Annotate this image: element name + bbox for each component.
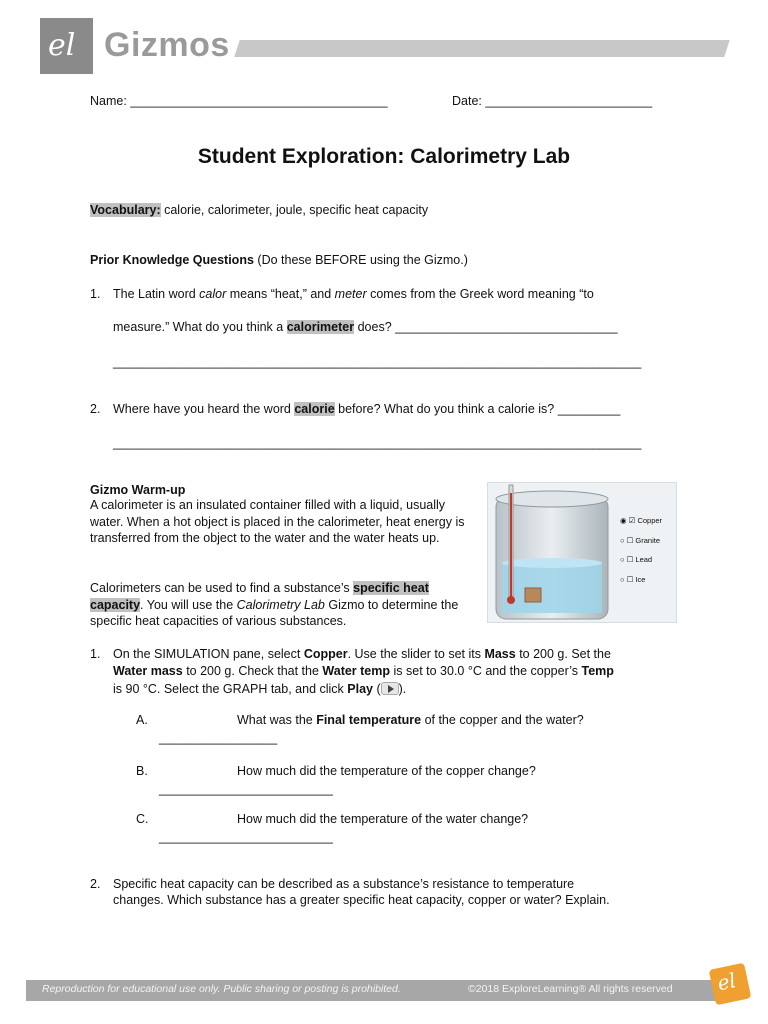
name-line xyxy=(90,94,388,108)
prior-q1-line1: The Latin word calor means “heat,” and meter comes from the Greek word meaning “to xyxy=(113,287,594,301)
explorelearning-logo: el xyxy=(709,963,752,1006)
water xyxy=(502,563,602,613)
calorimeter-figure xyxy=(487,482,677,623)
date-line xyxy=(452,94,652,108)
water-surface xyxy=(502,558,602,568)
name-blank: _____________________________________ xyxy=(130,94,388,108)
activity-q1-number: 1. xyxy=(90,647,101,661)
option-copper[interactable]: ◉ ☑ Copper xyxy=(620,516,663,525)
sub-c-letter: C. xyxy=(136,812,149,826)
footer-disclaimer: Reproduction for educational use only. Public sharing or posting is prohibited. xyxy=(42,983,401,995)
activity-q2-number: 2. xyxy=(90,877,101,891)
option-granite[interactable]: ○ ☐ Granite xyxy=(620,535,661,545)
footer-copyright: ©2018 ExploreLearning® All rights reserved xyxy=(468,983,673,995)
thermometer-bulb xyxy=(507,596,515,604)
sub-a-text: What was the Final temperature of the copper and the water? xyxy=(237,713,584,727)
activity-q1-line2: Water mass to 200 g. Check that the Water temp is set to 30.0 °C and the copper’s Temp xyxy=(113,664,614,678)
warmup-paragraph-1: A calorimeter is an insulated container filled with a liquid, usually water. When a hot object is placed in the calorimeter, heat energy is transferred from the object to the water and the water heats up. xyxy=(90,498,465,545)
vocabulary-label: Vocabulary: xyxy=(90,203,161,217)
sub-b-blank: _________________________ xyxy=(159,782,333,796)
sub-c-blank: _________________________ xyxy=(159,830,333,844)
activity-q1-line3: is 90 °C. Select the GRAPH tab, and click Play ( ). xyxy=(113,682,407,696)
warmup-paragraph-2: Calorimeters can be used to find a substance’s specific heat capacity. You will use the Calorimetry Lab Gizmo to determine the specific heat capacities of various substances. xyxy=(90,581,459,628)
sub-a-letter: A. xyxy=(136,713,148,727)
prior-q2-number: 2. xyxy=(90,402,101,416)
keyword-calorie: calorie xyxy=(294,402,335,416)
substance-options xyxy=(620,511,662,589)
page-title: Student Exploration: Calorimetry Lab xyxy=(197,145,571,168)
play-icon xyxy=(381,682,399,695)
option-ice[interactable]: ○ ☐ Ice xyxy=(620,574,646,584)
sub-b-text: How much did the temperature of the copper change? xyxy=(237,764,536,778)
date-label: Date: xyxy=(452,94,482,108)
prior-knowledge-heading: Prior Knowledge Questions (Do these BEFORE using the Gizmo.) xyxy=(90,253,468,267)
thermometer-mercury xyxy=(510,493,512,598)
keyword-specific-heat-capacity: specific heat capacity xyxy=(90,581,429,612)
prior-q1-answer-line: ____________________________________________________________________________ xyxy=(113,355,642,369)
prior-q1-number: 1. xyxy=(90,287,101,301)
vocabulary-terms: calorie, calorimeter, joule, specific heat capacity xyxy=(164,203,429,217)
prior-q2-answer-line: ____________________________________________________________________________ xyxy=(113,436,642,450)
name-label: Name: xyxy=(90,94,127,108)
sub-b-letter: B. xyxy=(136,764,148,778)
date-blank: ________________________ xyxy=(485,94,653,108)
warmup-heading: Gizmo Warm-up xyxy=(90,483,186,497)
option-lead[interactable]: ○ ☐ Lead xyxy=(620,555,653,564)
activity-q2-line2: changes. Which substance has a greater specific heat capacity, copper or water? Explain. xyxy=(113,893,610,907)
brand-name: Gizmos xyxy=(104,26,230,64)
activity-q1-line1: On the SIMULATION pane, select Copper. Use the slider to set its Mass to 200 g. Set the xyxy=(113,647,611,661)
header-decorative-bar xyxy=(234,40,730,57)
vocabulary-line xyxy=(90,203,428,217)
keyword-calorimeter: calorimeter xyxy=(286,320,355,334)
sub-a-blank: _________________ xyxy=(159,731,278,745)
gizmos-logo: el xyxy=(40,18,93,74)
sub-c-text: How much did the temperature of the water change? xyxy=(237,812,529,826)
copper-block xyxy=(525,588,541,602)
prior-q1-line2: measure.” What do you think a calorimeter does? ________________________________ xyxy=(113,320,618,334)
activity-q2-line1: Specific heat capacity can be described as a substance’s resistance to temperature xyxy=(113,877,575,891)
prior-q2-line1: Where have you heard the word calorie before? What do you think a calorie is? _________ xyxy=(113,402,621,416)
